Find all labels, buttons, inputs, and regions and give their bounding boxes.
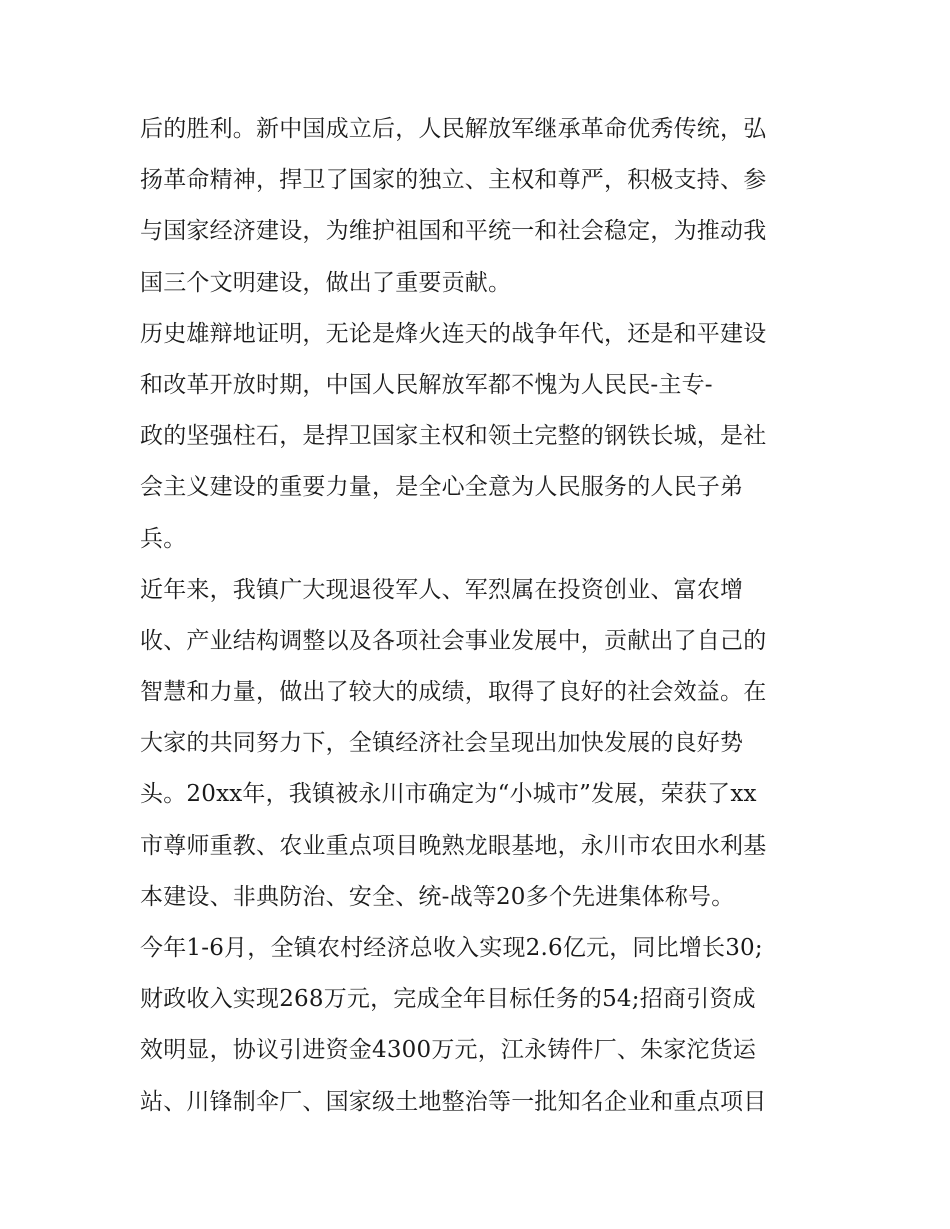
text-line: 历史雄辩地证明，无论是烽火连天的战争年代，还是和平建设 xyxy=(140,320,767,347)
text-line: 站、川锋制伞厂、国家级土地整治等一批知名企业和重点项目 xyxy=(140,1088,767,1115)
document-body xyxy=(140,104,820,1128)
text-line: 智慧和力量，做出了较大的成绩，取得了良好的社会效益。在 xyxy=(140,679,767,706)
text-line: 会主义建设的重要力量，是全心全意为人民服务的人民子弟 xyxy=(140,474,744,501)
text-line: 市尊师重教、农业重点项目晚熟龙眼基地，永川市农田水利基 xyxy=(140,832,767,859)
text-line: 大家的共同努力下，全镇经济社会呈现出加快发展的良好势 xyxy=(140,730,744,757)
text-line: 国三个文明建设，做出了重要贡献。 xyxy=(140,269,512,296)
text-line: 扬革命精神，捍卫了国家的独立、主权和尊严，积极支持、参 xyxy=(140,167,767,194)
text-line: 政的坚强柱石，是捍卫国家主权和领土完整的钢铁长城，是社 xyxy=(140,423,767,450)
text-line: 本建设、非典防治、安全、统-战等20多个先进集体称号。 xyxy=(140,883,735,910)
text-line: 今年1-6月，全镇农村经济总收入实现2.6亿元，同比增长30; xyxy=(140,935,763,961)
text-line: 收、产业结构调整以及各项社会事业发展中，贡献出了自己的 xyxy=(140,627,767,654)
text-line: 效明显，协议引进资金4300万元，江永铸件厂、朱家沱货运 xyxy=(140,1037,757,1064)
text-line: 头。20xx年，我镇被永川市确定为“小城市”发展，荣获了xx xyxy=(140,781,757,808)
text-line: 与国家经济建设，为维护祖国和平统一和社会稳定，为推动我 xyxy=(140,218,767,245)
text-line: 财政收入实现268万元，完成全年目标任务的54;招商引资成 xyxy=(140,986,756,1013)
text-line: 和改革开放时期，中国人民解放军都不愧为人民民-主专- xyxy=(140,371,713,398)
text-line: 近年来，我镇广大现退役军人、军烈属在投资创业、富农增 xyxy=(140,576,744,603)
text-line: 后的胜利。新中国成立后，人民解放军继承革命优秀传统，弘 xyxy=(140,116,767,142)
text-line: 兵。 xyxy=(140,525,187,552)
